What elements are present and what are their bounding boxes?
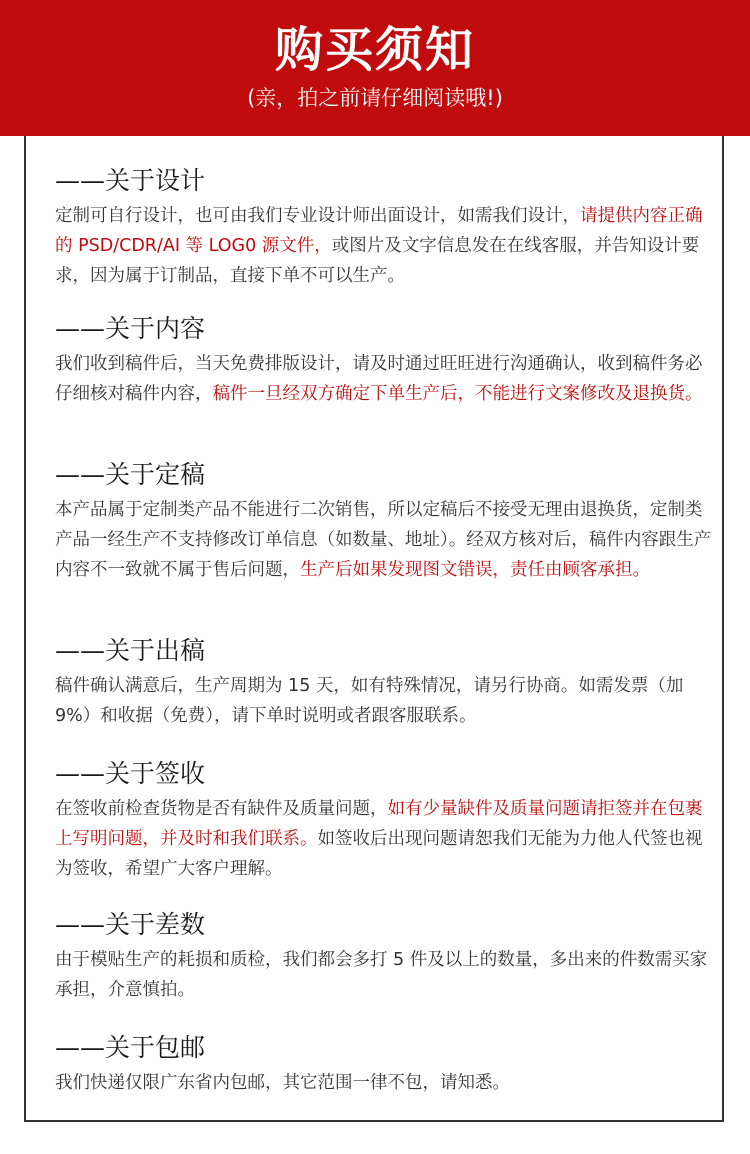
section-body: 我们收到稿件后，当天免费排版设计，请及时通过旺旺进行沟通确认，收到稿件务必仔细核对稿件内容，稿件一旦经双方确定下单生产后，不能进行文案修改及退换货。 <box>55 354 703 404</box>
section-heading: ——关于设计 <box>55 166 206 195</box>
section-heading: ——关于出稿 <box>55 636 206 665</box>
highlight-text: 请提供内容正确的 PSD/CDR/AI 等 LOG0 源文件， <box>55 206 703 256</box>
section-design <box>55 165 715 291</box>
highlight-text: 稿件一旦经双方确定下单生产后，不能进行文案修改及退换货。 <box>212 384 703 404</box>
highlight-text: 生产后如果发现图文错误，责任由顾客承担。 <box>300 560 650 580</box>
highlight-text: 如有少量缺件及质量问题请拒签并在包裹上写明问题，并及时和我们联系。 <box>55 799 703 849</box>
section-heading: ——关于定稿 <box>55 460 206 489</box>
section-content <box>55 313 715 409</box>
section-body: 我们快递仅限广东省内包邮，其它范围一律不包，请知悉。 <box>55 1073 510 1093</box>
section-shipping <box>55 1032 715 1098</box>
section-body: 定制可自行设计，也可由我们专业设计师出面设计，如需我们设计，请提供内容正确的 PSD/CDR/AI 等 LOG0 源文件，或图片及文字信息发在在线客服，并告知设计要求，因为属于订制品，直接下单不可以生产。 <box>55 206 703 286</box>
section-receipt <box>55 758 715 884</box>
section-body: 本产品属于定制类产品不能进行二次销售，所以定稿后不接受无理由退换货，定制类产品一经生产不支持修改订单信息（如数量、地址）。经双方核对后，稿件内容跟生产内容不一致就不属于售后问题，生产后如果发现图文错误，责任由顾客承担。 <box>55 500 712 580</box>
section-body: 稿件确认满意后，生产周期为 15 天，如有特殊情况，请另行协商。如需发票（加 9%）和收据（免费），请下单时说明或者跟客服联系。 <box>55 676 684 726</box>
page-title: 购买须知 <box>274 22 475 78</box>
section-quantity <box>55 909 715 1005</box>
page-subtitle: (亲，拍之前请仔细阅读哦!) <box>247 86 503 110</box>
section-heading: ——关于包邮 <box>55 1033 206 1062</box>
header-banner <box>0 0 750 136</box>
section-finalize <box>55 459 715 585</box>
section-body: 由于模贴生产的耗损和质检，我们都会多打 5 件及以上的数量，多出来的件数需买家承担，介意慎拍。 <box>55 950 708 1000</box>
section-heading: ——关于差数 <box>55 910 206 939</box>
section-heading: ——关于内容 <box>55 314 206 343</box>
section-heading: ——关于签收 <box>55 759 206 788</box>
section-production <box>55 635 715 731</box>
section-body: 在签收前检查货物是否有缺件及质量问题，如有少量缺件及质量问题请拒签并在包裹上写明问题，并及时和我们联系。如签收后出现问题请恕我们无能为力他人代签也视为签收，希望广大客户理解。 <box>55 799 703 879</box>
